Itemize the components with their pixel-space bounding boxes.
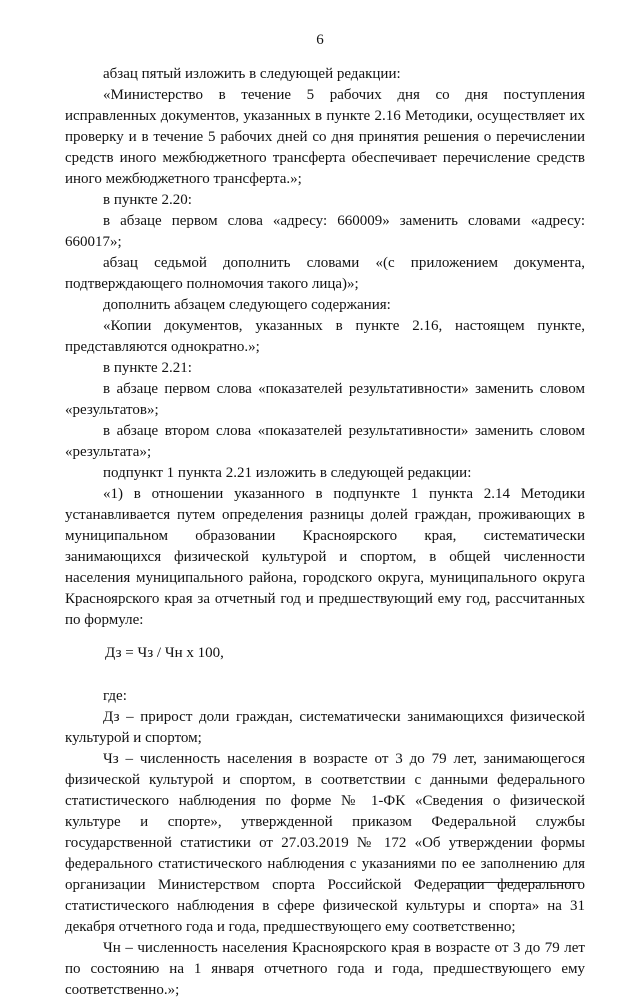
paragraph-abzac-2-change: в абзаце втором слова «показателей результативности» заменить словом «результата»; [65,423,585,460]
formula: Дз = Чз / Чн х 100, [105,645,224,661]
paragraph-add-abzac: дополнить абзацем следующего содержания: [103,297,391,313]
paragraph-dz-definition: Дз – прирост доли граждан, систематически занимающихся физической культурой и спортом; [65,709,585,746]
paragraph-copies: «Копии документов, указанных в пункте 2.16, настоящем пункте, представляются однократно.»; [65,318,585,355]
paragraph-where: где: [103,688,127,704]
page-number: 6 [316,32,324,48]
paragraph-ministry-text: «Министерство в течение 5 рабочих дня со дня поступления исправленных документов, указанных в пункте 2.16 Методики, осуществляет их проверку и в течение 5 рабочих дней со дня принятия решения о перечислении средств иного межбюджетного трансферта обеспечивает перечисление средств иного межбюджетного трансферта.»; [65,87,585,187]
paragraph-item-2-21: в пункте 2.21: [103,360,192,376]
paragraph-abzac-7: абзац седьмой дополнить словами «(с приложением документа, подтверждающего полномочия такого лица)»; [65,255,585,292]
document-body [65,64,585,1001]
paragraph-amend-abzac-5: абзац пятый изложить в следующей редакции: [103,66,401,82]
paragraph-address-change: в абзаце первом слова «адресу: 660009» заменить словами «адресу: 660017»; [65,213,585,250]
paragraph-subitem-1-text: «1) в отношении указанного в подпункте 1 пункта 2.14 Методики устанавливается путем определения разницы долей граждан, проживающих в муниципальном образовании Красноярского края, систематически занимающихся физической культурой и спортом, в общей численности населения муниципального района, городского округа, муниципального округа Красноярского края за отчетный год и предшествующий ему год, рассчитанных по формуле: [65,486,585,628]
paragraph-abzac-1-change: в абзаце первом слова «показателей результативности» заменить словом «результатов»; [65,381,585,418]
paragraph-subitem-1: подпункт 1 пункта 2.21 изложить в следующей редакции: [103,465,472,481]
paragraph-chn-definition: Чн – численность населения Красноярского края в возрасте от 3 до 79 лет по состоянию на 1 января отчетного года и года, предшествующего ему соответственно.»; [65,940,585,998]
paragraph-item-2-20: в пункте 2.20: [103,192,192,208]
footer-rule [448,882,580,883]
paragraph-chz-definition: Чз – численность населения в возрасте от 3 до 79 лет, занимающегося физической культурой и спортом, в соответствии с данными федерального статистического наблюдения по форме № 1-ФК «Сведения о физической культуре и спорте», утвержденной приказом Федеральной службы государственной статистики от 27.03.2019 № 172 «Об утверждении формы федерального статистического наблюдения с указаниями по ее заполнению для организации Министерством спорта Российской Федерации федерального статистического наблюдения в сфере физической культуры и спорта» на 31 декабря отчетного года и года, предшествующего ему соответственно; [65,751,585,935]
